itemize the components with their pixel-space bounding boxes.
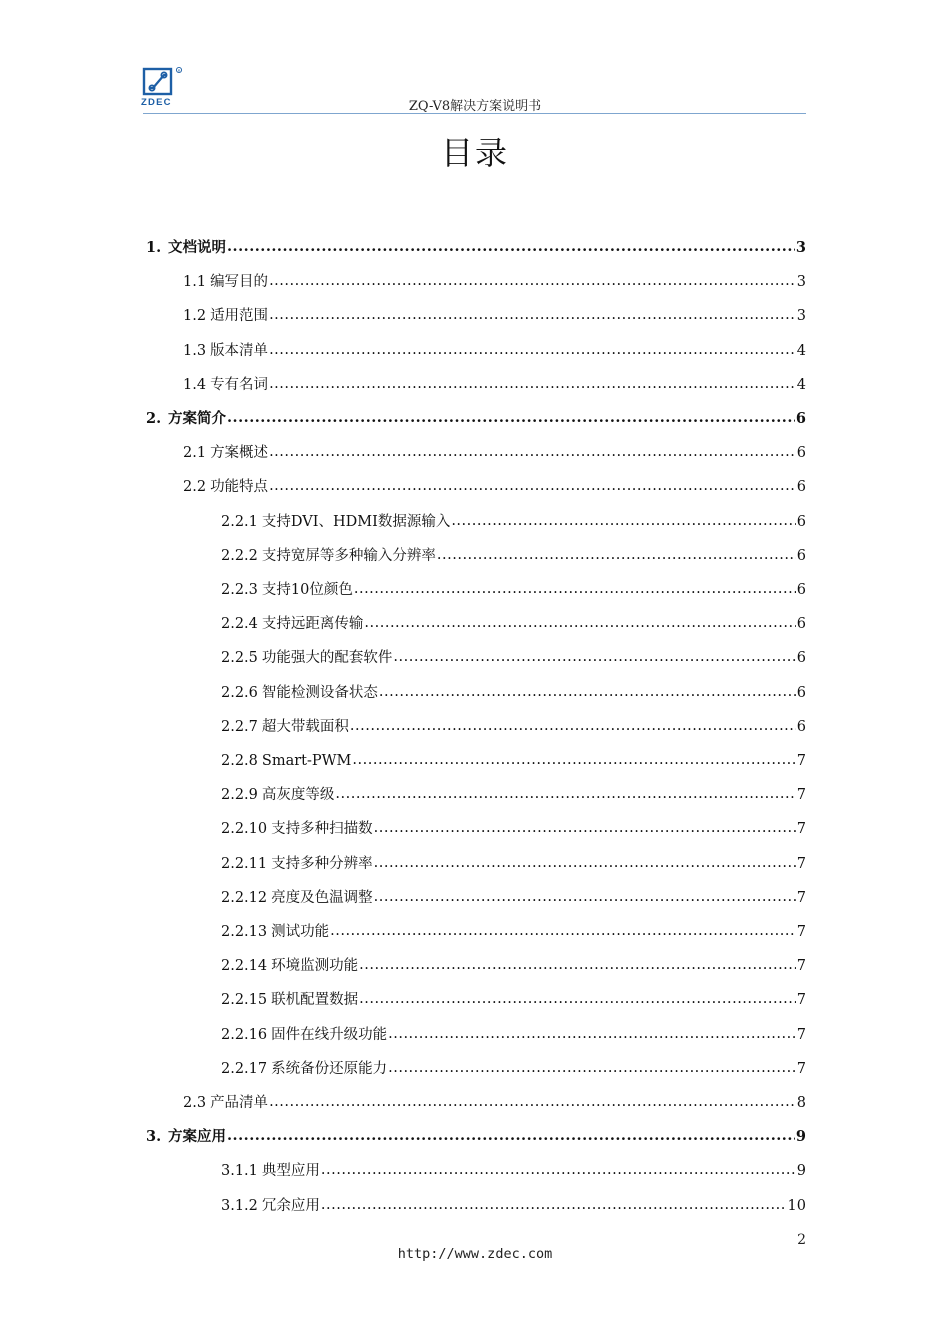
toc-dot-leader [321, 1160, 796, 1180]
toc-dot-leader [269, 374, 796, 394]
toc-entry-number: 2.1 [183, 445, 207, 462]
toc-entry[interactable] [221, 1045, 806, 1079]
toc-dot-leader [330, 921, 796, 941]
header-divider [143, 113, 806, 114]
toc-entry-page: 7 [796, 889, 806, 906]
toc-entry[interactable] [221, 737, 806, 771]
toc-entry-number: 2.2.8 [221, 753, 258, 769]
toc-entry-page: 9 [796, 1163, 806, 1180]
toc-entry-label: 联机配置数据 [271, 992, 359, 1009]
toc-entry-number: 2.2.14 [221, 958, 268, 975]
toc-entry-label: 支持10位颜色 [261, 582, 353, 598]
toc-entry[interactable] [221, 874, 806, 908]
toc-entry-label: 编写目的 [210, 274, 269, 291]
toc-entry-number: 1.3 [183, 342, 207, 359]
toc-entry-label: 方案简介 [168, 410, 226, 427]
toc-entry-label: 方案应用 [168, 1128, 226, 1146]
toc-entry-number: 2. [146, 410, 162, 427]
toc-dot-leader [269, 476, 796, 496]
toc-entry-label: 适用范围 [210, 308, 269, 325]
toc-entry-number: 2.2 [183, 479, 207, 496]
toc-entry[interactable] [221, 532, 806, 566]
toc-entry-page: 7 [796, 992, 806, 1009]
toc-entry-number: 2.2.17 [221, 1060, 268, 1077]
toc-dot-leader [227, 1126, 795, 1146]
toc-entry-page: 7 [796, 753, 806, 769]
toc-dot-leader [374, 853, 796, 873]
toc-entry-label: 产品清单 [210, 1095, 269, 1111]
toc-dot-leader [269, 271, 796, 291]
footer-url[interactable]: http://www.zdec.com [397, 1246, 553, 1262]
toc-dot-leader [350, 716, 796, 736]
toc-dot-leader [269, 442, 796, 462]
logo-text: ZDEC [141, 97, 172, 108]
toc-entry[interactable] [183, 327, 806, 361]
toc-entry[interactable] [183, 292, 806, 326]
toc-dot-leader [379, 682, 796, 702]
toc-entry-label: 方案概述 [210, 445, 269, 462]
toc-entry-page: 6 [796, 616, 806, 633]
toc-entry[interactable] [183, 361, 806, 395]
toc-entry-number: 2.2.12 [221, 889, 268, 906]
toc-entry-number: 1. [146, 239, 162, 256]
toc-entry-label: 智能检测设备状态 [261, 684, 378, 701]
toc-dot-leader [352, 750, 795, 770]
svg-text:R: R [177, 67, 181, 73]
toc-entry-label: 功能强大的配套软件 [261, 650, 393, 667]
toc-entry-label: 文档说明 [168, 239, 226, 256]
toc-dot-leader [393, 647, 795, 667]
toc-entry-page: 6 [796, 479, 806, 496]
toc-dot-leader [354, 579, 796, 599]
toc-entry-label: 专有名词 [210, 376, 269, 393]
toc-dot-leader [388, 1024, 796, 1044]
toc-entry-label: 支持多种分辨率 [271, 855, 373, 872]
toc-entry-label: Smart-PWM [261, 753, 352, 769]
toc-entry-number: 1.2 [183, 308, 207, 325]
toc-entry[interactable] [221, 669, 806, 703]
toc-entry-page: 6 [796, 582, 806, 598]
toc-entry-label: 环境监测功能 [271, 958, 359, 975]
toc-entry-label: 支持远距离传输 [261, 616, 364, 633]
toc-entry-page: 9 [795, 1128, 806, 1146]
toc-entry-label: 功能特点 [210, 479, 269, 496]
toc-entry-page: 6 [796, 445, 806, 462]
toc-entry-number: 3. [146, 1128, 162, 1146]
toc-entry-number: 2.2.16 [221, 1026, 268, 1043]
toc-entry-page: 3 [795, 239, 806, 256]
toc-dot-leader [359, 989, 796, 1009]
toc-entry[interactable] [221, 1011, 806, 1045]
toc-entry-page: 7 [796, 787, 806, 804]
toc-entry-number: 2.2.11 [221, 855, 268, 872]
toc-entry-page: 3 [796, 308, 806, 325]
toc-dot-leader [269, 305, 796, 325]
toc-dot-leader [227, 237, 795, 257]
toc-entry-page: 6 [796, 513, 806, 530]
toc-dot-leader [359, 955, 796, 975]
toc-entry[interactable] [221, 908, 806, 942]
toc-entry-page: 4 [796, 342, 806, 359]
toc-entry[interactable] [221, 498, 806, 532]
toc-entry-page: 6 [796, 718, 806, 735]
toc-entry-page: 7 [796, 924, 806, 940]
toc-entry[interactable] [221, 942, 806, 976]
page-title: 目录 [440, 134, 509, 172]
toc-entry-number: 2.3 [183, 1095, 207, 1111]
toc-entry-number: 3.1.2 [221, 1197, 258, 1214]
toc-entry[interactable] [183, 258, 806, 292]
toc-entry-label: 系统备份还原能力 [271, 1060, 388, 1077]
toc-entry[interactable] [146, 224, 806, 258]
toc-entry-number: 2.2.2 [221, 547, 258, 564]
toc-entry[interactable] [183, 429, 806, 463]
toc-entry-label: 版本清单 [210, 342, 269, 359]
toc-entry-number: 3.1.1 [221, 1163, 258, 1180]
toc-entry-label: 高灰度等级 [261, 787, 335, 804]
toc-entry-page: 3 [796, 274, 806, 291]
toc-entry-page: 7 [796, 958, 806, 975]
toc-entry-page: 6 [795, 410, 806, 427]
toc-dot-leader [227, 408, 795, 428]
toc-entry[interactable] [221, 1147, 806, 1181]
toc-entry-label: 测试功能 [271, 924, 330, 940]
toc-dot-leader [269, 340, 796, 360]
toc-entry[interactable] [221, 1182, 806, 1216]
toc-entry-number: 2.2.1 [221, 513, 258, 530]
toc-dot-leader [451, 511, 795, 531]
toc-dot-leader [374, 887, 796, 907]
toc-entry-label: 亮度及色温调整 [271, 889, 373, 906]
toc-entry-number: 2.2.3 [221, 582, 258, 598]
toc-entry-number: 1.1 [183, 274, 207, 291]
toc-entry-page: 7 [796, 1060, 806, 1077]
toc-entry[interactable] [146, 1113, 806, 1147]
toc-entry[interactable] [183, 1079, 806, 1113]
toc-entry[interactable] [221, 600, 806, 634]
toc-entry-label: 支持多种扫描数 [271, 821, 373, 838]
toc-entry-page: 10 [787, 1197, 806, 1214]
toc-dot-leader [437, 545, 796, 565]
toc-dot-leader [388, 1058, 796, 1078]
toc-entry-page: 8 [796, 1095, 806, 1111]
toc-entry-page: 6 [796, 650, 806, 667]
toc-entry-label: 冗余应用 [261, 1197, 320, 1214]
toc-dot-leader [321, 1195, 787, 1215]
toc-entry-page: 7 [796, 821, 806, 838]
toc-entry[interactable] [221, 976, 806, 1010]
toc-entry-number: 2.2.13 [221, 924, 268, 940]
toc-dot-leader [374, 818, 796, 838]
page-number: 2 [797, 1232, 806, 1248]
toc-dot-leader [269, 1092, 796, 1112]
toc-entry-label: 典型应用 [261, 1163, 320, 1180]
toc-entry-number: 2.2.7 [221, 718, 258, 735]
toc-entry-page: 6 [796, 547, 806, 564]
toc-entry[interactable] [221, 840, 806, 874]
toc-entry-number: 2.2.6 [221, 684, 258, 701]
toc-entry-page: 7 [796, 855, 806, 872]
toc-entry-number: 2.2.10 [221, 821, 268, 838]
toc-entry-number: 1.4 [183, 376, 207, 393]
toc-entry-label: 固件在线升级功能 [271, 1026, 388, 1043]
toc-dot-leader [364, 613, 795, 633]
toc-entry-page: 6 [796, 684, 806, 701]
toc-entry-label: 超大带载面积 [261, 718, 349, 735]
toc-entry-number: 2.2.9 [221, 787, 258, 804]
toc-dot-leader [335, 784, 795, 804]
toc-entry[interactable] [221, 634, 806, 668]
toc-entry[interactable] [221, 566, 806, 600]
toc-entry-page: 4 [796, 376, 806, 393]
toc-entry-number: 2.2.15 [221, 992, 268, 1009]
toc-entry[interactable] [183, 463, 806, 497]
toc-entry-label: 支持宽屏等多种输入分辨率 [261, 547, 436, 564]
toc-entry[interactable] [146, 395, 806, 429]
document-header-title: ZQ-V8解决方案说明书 [408, 99, 542, 114]
toc-entry-page: 7 [796, 1026, 806, 1043]
toc-entry-number: 2.2.5 [221, 650, 258, 667]
toc-entry-label: 支持DVI、HDMI数据源输入 [261, 513, 451, 530]
toc-entry-number: 2.2.4 [221, 616, 258, 633]
toc-entry[interactable] [221, 805, 806, 839]
toc-entry[interactable] [221, 703, 806, 737]
toc-entry[interactable] [221, 771, 806, 805]
